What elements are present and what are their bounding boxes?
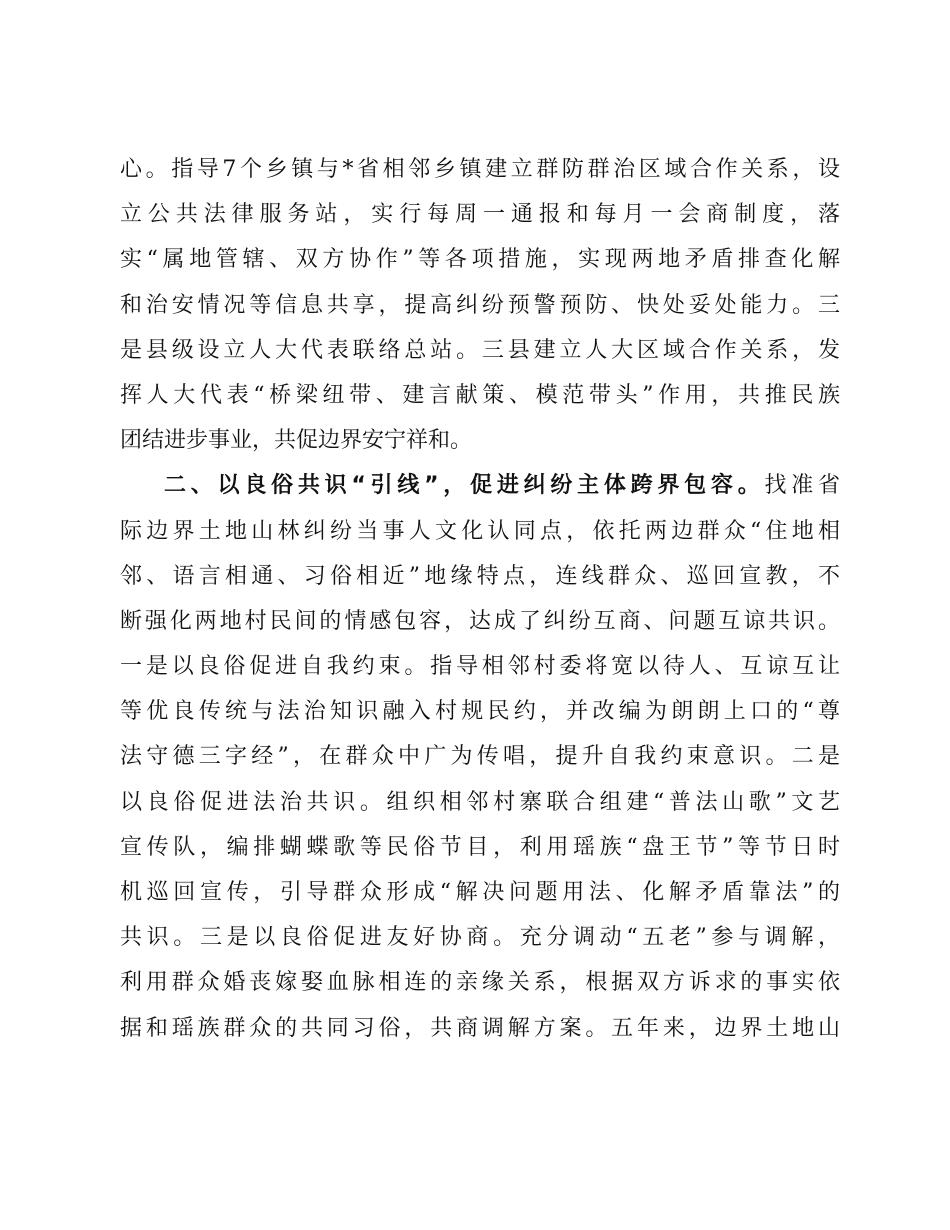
- paragraph-line: 邻、语言相通、习俗相近”地缘特点，连线群众、巡回宣教，不: [120, 563, 840, 589]
- paragraph-line: 际边界土地山林纠纷当事人文化认同点，依托两边群众“住地相: [120, 518, 840, 544]
- paragraph-line: 是县级设立人大代表联络总站。三县建立人大区域合作关系，发: [120, 337, 840, 363]
- paragraph-line: 以良俗促进法治共识。组织相邻村寨联合组建“普法山歌”文艺: [120, 789, 840, 815]
- body-text: [120, 147, 840, 1051]
- paragraph-line: 实“属地管辖、双方协作”等各项措施，实现两地矛盾排查化解: [120, 247, 840, 273]
- paragraph-text: 找准省: [764, 473, 840, 499]
- section-heading-line: [120, 463, 840, 508]
- paragraph-line: 共识。三是以良俗促进友好协商。充分调动“五老”参与调解，: [120, 925, 840, 951]
- paragraph-line: 机巡回宣传，引导群众形成“解决问题用法、化解矛盾靠法”的: [120, 880, 840, 905]
- paragraph-line: 一是以良俗促进自我约束。指导相邻村委将宽以待人、互谅互让: [120, 654, 840, 680]
- paragraph-line: 宣传队，编排蝴蝶歌等民俗节目，利用瑶族“盘王节”等节日时: [120, 834, 840, 860]
- section-heading: 二、以良俗共识“引线”，促进纠纷主体跨界包容。: [164, 473, 765, 499]
- paragraph-line: 团结进步事业，共促边界安宁祥和。: [120, 428, 473, 454]
- paragraph-line: 等优良传统与法治知识融入村规民约，并改编为朗朗上口的“尊: [120, 699, 840, 725]
- paragraph-line: 法守德三字经”，在群众中广为传唱，提升自我约束意识。二是: [120, 744, 840, 770]
- paragraph-line: 断强化两地村民间的情感包容，达成了纠纷互商、问题互谅共识。: [120, 608, 840, 634]
- paragraph-line: 和治安情况等信息共享，提高纠纷预警预防、快处妥处能力。三: [120, 292, 840, 318]
- paragraph-line: 心。指导7个乡镇与*省相邻乡镇建立群防群治区域合作关系，设: [120, 157, 840, 182]
- paragraph-line: 据和瑶族群众的共同习俗，共商调解方案。五年来，边界土地山: [120, 1015, 840, 1041]
- paragraph-line: 立公共法律服务站，实行每周一通报和每月一会商制度，落: [120, 202, 840, 228]
- paragraph-line: 利用群众婚丧嫁娶血脉相连的亲缘关系，根据双方诉求的事实依: [120, 970, 840, 996]
- paragraph-line: 挥人大代表“桥梁纽带、建言献策、模范带头”作用，共推民族: [120, 382, 840, 408]
